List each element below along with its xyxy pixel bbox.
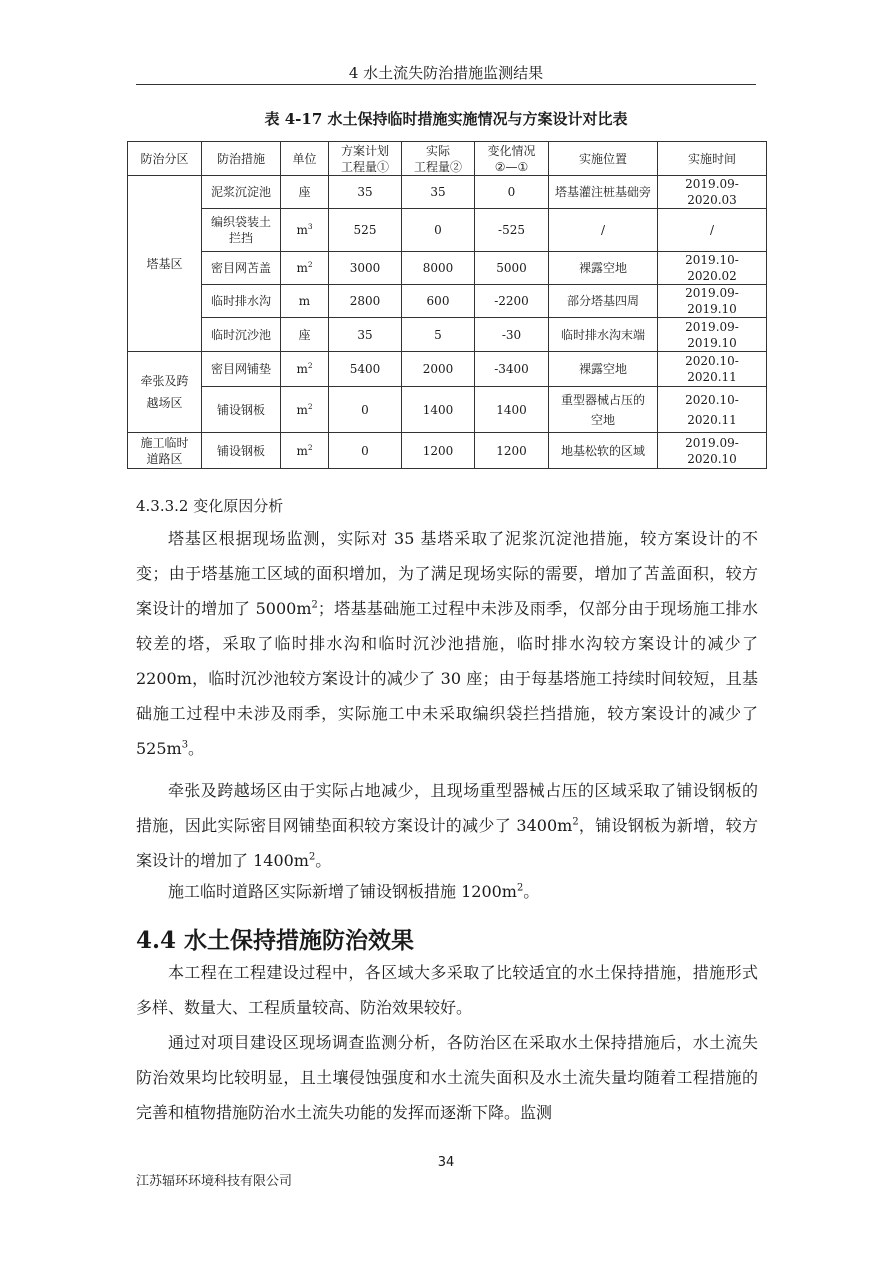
analysis-paragraph-road <box>136 874 758 909</box>
unit-text: m <box>296 362 308 376</box>
planned-cell: 525 <box>329 209 402 252</box>
planned-cell: 0 <box>329 433 402 469</box>
actual-cell: 0 <box>402 209 475 252</box>
time-end: 2019.10 <box>687 302 737 316</box>
change-cell: -30 <box>475 318 549 352</box>
header-zone: 防治分区 <box>128 142 202 176</box>
location-cell: 裸露空地 <box>549 252 658 285</box>
time-cell <box>658 285 767 318</box>
table-row <box>128 252 767 285</box>
header-location: 实施位置 <box>549 142 658 176</box>
actual-cell: 8000 <box>402 252 475 285</box>
unit-text: m <box>296 261 308 275</box>
planned-cell: 3000 <box>329 252 402 285</box>
page-number: 34 <box>437 1155 455 1170</box>
actual-cell: 5 <box>402 318 475 352</box>
section-paragraph-1: 本工程在工程建设过程中，各区域大多采取了比较适宜的水土保持措施，措施形式多样、数量大、工程质量较高、防治效果较好。 <box>136 963 758 1017</box>
time-cell <box>658 387 767 433</box>
superscript: 2 <box>308 851 316 863</box>
time-start: 2020.10- <box>685 392 739 407</box>
unit-cell <box>281 285 329 318</box>
location-cell: 部分塔基四周 <box>549 285 658 318</box>
table-row <box>128 285 767 318</box>
table-header-row <box>128 142 767 176</box>
change-cell: 5000 <box>475 252 549 285</box>
table-row <box>128 433 767 469</box>
unit-text: m <box>298 294 311 308</box>
superscript: 2 <box>311 599 318 611</box>
location-cell: 塔基灌注桩基础旁 <box>549 176 658 209</box>
unit-cell <box>281 318 329 352</box>
text-run: 。 <box>188 739 205 758</box>
measure-cell: 密目网苫盖 <box>202 252 281 285</box>
planned-cell: 35 <box>329 176 402 209</box>
unit-text: m <box>296 443 308 458</box>
unit-superscript: 2 <box>307 442 313 452</box>
measure-cell: 铺设钢板 <box>202 387 281 433</box>
time-cell <box>658 176 767 209</box>
time-start: 2019.09- <box>685 319 739 334</box>
time-cell <box>658 433 767 469</box>
superscript: 2 <box>516 882 524 894</box>
section-title: 4.4 水土保持措施防治效果 <box>136 927 415 954</box>
table-caption: 表 4-17 水土保持临时措施实施情况与方案设计对比表 <box>264 110 628 128</box>
change-cell: -525 <box>475 209 549 252</box>
unit-cell <box>281 387 329 433</box>
unit-text: m <box>296 223 308 237</box>
time-start: 2019.09- <box>685 286 739 300</box>
table-row <box>128 352 767 387</box>
measure-cell: 临时排水沟 <box>202 285 281 318</box>
header-actual <box>402 142 475 176</box>
unit-superscript: 2 <box>307 260 313 269</box>
section-paragraph-2: 通过对项目建设区现场调查监测分析，各防治区在采取水土保持措施后，水土流失防治效果均比较明显，且土壤侵蚀强度和水土流失面积及水土流失量均随着工程措施的完善和植物措施防治水土流失功能的发挥而逐渐下降。监测 <box>136 1033 758 1122</box>
header-time: 实施时间 <box>658 142 767 176</box>
measure-cell: 铺设钢板 <box>202 433 281 469</box>
time-start: 2019.09- <box>685 177 739 191</box>
unit-cell <box>281 352 329 387</box>
time-cell <box>658 352 767 387</box>
header-planned-line1: 方案计划 <box>340 143 389 158</box>
change-cell: -2200 <box>475 285 549 318</box>
time-end: 2020.11 <box>687 412 737 427</box>
text-run: 。 <box>315 851 332 870</box>
header-planned-line2: 工程量① <box>340 159 389 174</box>
text-run: 施工临时道路区实际新增了铺设钢板措施 1200m <box>168 882 517 901</box>
unit-text: 座 <box>298 185 311 199</box>
location-cell: 地基松软的区域 <box>549 433 658 469</box>
time-cell <box>658 252 767 285</box>
superscript: 2 <box>572 816 579 828</box>
unit-text: 座 <box>298 327 311 342</box>
text-run: 。 <box>523 882 540 901</box>
change-cell: 1400 <box>475 387 549 433</box>
location-cell: 重型器械占压的空地 <box>549 387 658 433</box>
change-cell: 1200 <box>475 433 549 469</box>
table-row <box>128 176 767 209</box>
location-cell: 裸露空地 <box>549 352 658 387</box>
change-cell: 0 <box>475 176 549 209</box>
time-end: 2020.03 <box>687 193 737 207</box>
footer-company: 江苏辐环环境科技有限公司 <box>136 1174 293 1189</box>
time-end: 2020.02 <box>687 269 737 283</box>
zone-cell: 牵张及跨越场区 <box>128 352 202 433</box>
zone-cell: 塔基区 <box>128 176 202 352</box>
unit-cell <box>281 209 329 252</box>
planned-cell: 0 <box>329 387 402 433</box>
actual-cell: 1200 <box>402 433 475 469</box>
location-cell: / <box>549 209 658 252</box>
time-cell <box>658 318 767 352</box>
time-cell <box>658 209 767 252</box>
actual-cell: 2000 <box>402 352 475 387</box>
comparison-table <box>127 141 767 469</box>
unit-superscript: 3 <box>307 222 313 231</box>
unit-cell <box>281 176 329 209</box>
table-row <box>128 209 767 252</box>
actual-cell: 1400 <box>402 387 475 433</box>
unit-superscript: 2 <box>307 401 313 411</box>
unit-cell <box>281 252 329 285</box>
zone-cell: 施工临时道路区 <box>128 433 202 469</box>
change-cell: -3400 <box>475 352 549 387</box>
text-run: ；塔基基础施工过程中未涉及雨季，仅部分由于现场施工排水较差的塔，采取了临时排水沟和临时沉沙池措施，临时排水沟较方案设计的减少了 2200m，临时沉沙池较方案设计的减少了 30 座；由于每基塔施工持续时间较短，且基础施工过程中未涉及雨季，实际施工中未采取编织袋拦挡措施，较方案设计的减少了 525m <box>136 599 758 758</box>
header-rule <box>136 84 756 85</box>
header-actual-line1: 实际 <box>425 143 450 158</box>
text-run: 塔基区根据现场监测，实际对 35 基塔采取了泥浆沉淀池措施，较方案设计的不变；由于塔基施工区域的面积增加，为了满足现场实际的需要，增加了苫盖面积，较方案设计的增加了 5000m <box>136 529 758 618</box>
subsection-title: 4.3.3.2 变化原因分析 <box>136 497 284 515</box>
measure-cell: 编织袋装土拦挡 <box>202 209 281 252</box>
superscript: 3 <box>181 739 189 751</box>
time-start: 2019.09- <box>685 435 739 450</box>
header-unit: 单位 <box>281 142 329 176</box>
unit-superscript: 2 <box>307 361 313 370</box>
text-run: ，铺设钢板为新增，较方案设计的增加了 1400m <box>136 816 758 870</box>
time-start: 2020.10- <box>685 354 739 368</box>
location-cell: 临时排水沟末端 <box>549 318 658 352</box>
planned-cell: 2800 <box>329 285 402 318</box>
header-change-line1: 变化情况 <box>487 143 536 158</box>
analysis-paragraph-tension <box>136 773 758 878</box>
text-run: 牵张及跨越场区由于实际占地减少，且现场重型器械占压的区域采取了铺设钢板的措施，因此实际密目网铺垫面积较方案设计的减少了 3400m <box>136 781 758 835</box>
unit-cell <box>281 433 329 469</box>
measure-cell: 临时沉沙池 <box>202 318 281 352</box>
header-change-line2: ②—① <box>494 159 529 174</box>
actual-cell: 600 <box>402 285 475 318</box>
planned-cell: 35 <box>329 318 402 352</box>
header-change <box>475 142 549 176</box>
header-planned <box>329 142 402 176</box>
actual-cell: 35 <box>402 176 475 209</box>
running-header: 4 水土流失防治措施监测结果 <box>348 64 544 82</box>
time-end: 2019.10 <box>687 335 737 350</box>
planned-cell: 5400 <box>329 352 402 387</box>
analysis-paragraph-tower <box>136 521 758 766</box>
unit-text: m <box>296 402 308 417</box>
measure-cell: 密目网铺垫 <box>202 352 281 387</box>
measure-cell: 泥浆沉淀池 <box>202 176 281 209</box>
time-start: / <box>709 223 715 237</box>
header-measure: 防治措施 <box>202 142 281 176</box>
table-row <box>128 318 767 352</box>
time-start: 2019.10- <box>685 253 739 267</box>
time-end: 2020.11 <box>687 370 737 384</box>
header-actual-line2: 工程量② <box>413 159 462 174</box>
time-end: 2020.10 <box>687 451 737 466</box>
table-row <box>128 387 767 433</box>
